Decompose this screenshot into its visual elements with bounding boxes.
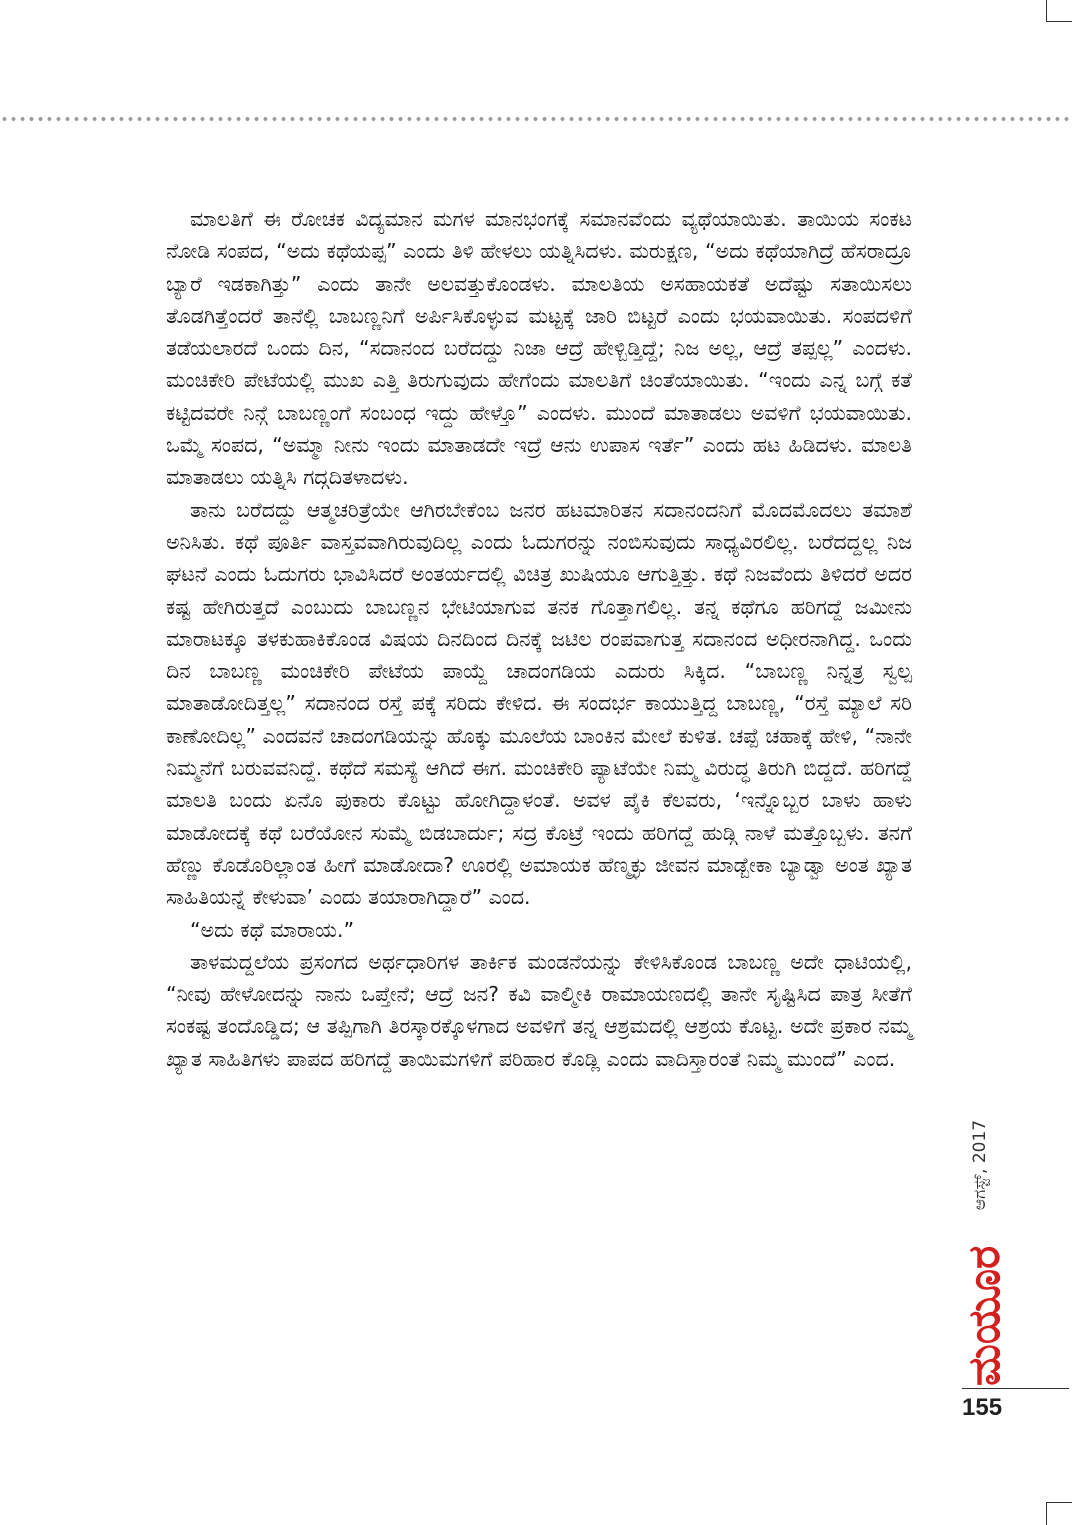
page-number: 155 xyxy=(962,1394,1003,1421)
page-number-rule xyxy=(962,1388,1069,1389)
article-body xyxy=(166,203,912,1075)
dotted-divider xyxy=(0,116,1072,122)
crop-mark-top xyxy=(1046,0,1072,22)
paragraph-1: ಮಾಲತಿಗೆ ಈ ರೋಚಕ ವಿದ್ಯಮಾನ ಮಗಳ ಮಾನಭಂಗಕ್ಕೆ ಸಮಾನವೆಂದು ವ್ಯಥೆಯಾಯಿತು. ತಾಯಿಯ ಸಂಕಟ ನೋಡಿ ಸಂಪದ, “ಅದು ಕಥೆಯಪ್ಪ” ಎಂದು ತಿಳಿ ಹೇಳಲು ಯತ್ನಿಸಿದಳು. ಮರುಕ್ಷಣ, “ಅದು ಕಥೆಯಾಗಿದ್ರೆ ಹೆಸರಾದ್ರೂ ಬ್ಯಾರೆ ಇಡಕಾಗಿತ್ತು” ಎಂದು ತಾನೇ ಅಲವತ್ತುಕೊಂಡಳು. ಮಾಲತಿಯ ಅಸಹಾಯಕತೆ ಅದೆಷ್ಟು ಸತಾಯಿಸಲು ತೊಡಗಿತ್ತೆಂದರೆ ತಾನೆಲ್ಲಿ ಬಾಬಣ್ಣನಿಗೆ ಅರ್ಪಿಸಿಕೊಳ್ಳುವ ಮಟ್ಟಕ್ಕೆ ಜಾರಿ ಬಿಟ್ಟರೆ ಎಂದು ಭಯವಾಯಿತು. ಸಂಪದಳಿಗೆ ತಡೆಯಲಾರದೆ ಒಂದು ದಿನ, “ಸದಾನಂದ ಬರೆದದ್ದು ನಿಜಾ ಆದ್ರೆ ಹೇಳ್ಬಿಡ್ತಿದ್ದೆ; ನಿಜ ಅಲ್ಲ, ಆದ್ರೆ ತಪ್ಪಲ್ಲ” ಎಂದಳು. ಮಂಚಿಕೇರಿ ಪೇಟೆಯಲ್ಲಿ ಮುಖ ಎತ್ತಿ ತಿರುಗುವುದು ಹೇಗೆಂದು ಮಾಲತಿಗೆ ಚಿಂತೆಯಾಯಿತು. “ಇಂದು ಎನ್ನ ಬಗ್ಗೆ ಕತೆ ಕಟ್ಟಿದವರೇ ನಿನ್ಗೆ ಬಾಬಣ್ಣಂಗೆ ಸಂಬಂಧ ಇದ್ದು ಹೇಳ್ತೊ” ಎಂದಳು. ಮುಂದೆ ಮಾತಾಡಲು ಅವಳಿಗೆ ಭಯವಾಯಿತು. ಒಮ್ಮೆ ಸಂಪದ, “ಅಮ್ಮಾ ನೀನು ಇಂದು ಮಾತಾಡದೇ ಇದ್ರೆ ಆನು ಉಪಾಸ ಇರ್ತೆ” ಎಂದು ಹಟ ಹಿಡಿದಳು. ಮಾಲತಿ ಮಾತಾಡಲು ಯತ್ನಿಸಿ ಗದ್ಗದಿತಳಾದಳು. xyxy=(166,207,912,490)
magazine-masthead: ಮಯೂರ xyxy=(959,1245,1010,1386)
issue-date: ಆಗಸ್ಟ್, 2017 xyxy=(970,1119,990,1211)
crop-mark-bottom xyxy=(1046,1502,1072,1525)
paragraph-4: ತಾಳಮದ್ದಲೆಯ ಪ್ರಸಂಗದ ಅರ್ಥಧಾರಿಗಳ ತಾರ್ಕಿಕ ಮಂಡನೆಯನ್ನು ಕೇಳಿಸಿಕೊಂಡ ಬಾಬಣ್ಣ ಅದೇ ಧಾಟಿಯಲ್ಲಿ, “ನೀವು ಹೇಳೋದನ್ನು ನಾನು ಒಪ್ತೇನೆ; ಆದ್ರೆ ಜನ? ಕವಿ ವಾಲ್ಮೀಕಿ ರಾಮಾಯಣದಲ್ಲಿ ತಾನೇ ಸೃಷ್ಟಿಸಿದ ಪಾತ್ರ ಸೀತೆಗೆ ಸಂಕಷ್ಟ ತಂದೊಡ್ಡಿದ; ಆ ತಪ್ಪಿಗಾಗಿ ತಿರಸ್ಕಾರಕ್ಕೊಳಗಾದ ಅವಳಿಗೆ ತನ್ನ ಆಶ್ರಮದಲ್ಲಿ ಆಶ್ರಯ ಕೊಟ್ಟ. ಅದೇ ಪ್ರಕಾರ ನಮ್ಮ ಖ್ಯಾತ ಸಾಹಿತಿಗಳು ಪಾಪದ ಹರಿಗದ್ದೆ ತಾಯಿಮಗಳಿಗೆ ಪರಿಹಾರ ಕೊಡ್ಲಿ ಎಂದು ವಾದಿಸ್ತಾರಂತೆ ನಿಮ್ಮ ಮುಂದೆ” ಎಂದ. xyxy=(166,949,912,1071)
paragraph-2: ತಾನು ಬರೆದದ್ದು ಆತ್ಮಚರಿತ್ರೆಯೇ ಆಗಿರಬೇಕೆಂಬ ಜನರ ಹಟಮಾರಿತನ ಸದಾನಂದನಿಗೆ ಮೊದಮೊದಲು ತಮಾಶೆ ಅನಿಸಿತು. ಕಥೆ ಪೂರ್ತಿ ವಾಸ್ತವವಾಗಿರುವುದಿಲ್ಲ ಎಂದು ಓದುಗರನ್ನು ನಂಬಿಸುವುದು ಸಾಧ್ಯವಿರಲಿಲ್ಲ. ಬರೆದದ್ದಲ್ಲ ನಿಜ ಘಟನೆ ಎಂದು ಓದುಗರು ಭಾವಿಸಿದರೆ ಅಂತರ್ಯದಲ್ಲಿ ವಿಚಿತ್ರ ಖುಷಿಯೂ ಆಗುತ್ತಿತ್ತು. ಕಥೆ ನಿಜವೆಂದು ತಿಳಿದರೆ ಅದರ ಕಷ್ಟ ಹೇಗಿರುತ್ತದೆ ಎಂಬುದು ಬಾಬಣ್ಣನ ಭೇಟಿಯಾಗುವ ತನಕ ಗೊತ್ತಾಗಲಿಲ್ಲ. ತನ್ನ ಕಥೆಗೂ ಹರಿಗದ್ದೆ ಜಮೀನು ಮಾರಾಟಕ್ಕೂ ತಳಕುಹಾಕಿಕೊಂಡ ವಿಷಯ ದಿನದಿಂದ ದಿನಕ್ಕೆ ಜಟಿಲ ರಂಪವಾಗುತ್ತ ಸದಾನಂದ ಅಧೀರನಾಗಿದ್ದ. ಒಂದು ದಿನ ಬಾಬಣ್ಣ ಮಂಚಿಕೇರಿ ಪೇಟೆಯ ಪಾಯ್ದೆ ಚಾದಂಗಡಿಯ ಎದುರು ಸಿಕ್ಕಿದ. “ಬಾಬಣ್ಣ ನಿನ್ನತ್ರ ಸ್ವಲ್ಪ ಮಾತಾಡೋದಿತ್ತಲ್ಲ” ಸದಾನಂದ ರಸ್ತೆ ಪಕ್ಕೆ ಸರಿದು ಕೇಳಿದ. ಈ ಸಂದರ್ಭ ಕಾಯುತ್ತಿದ್ದ ಬಾಬಣ್ಣ, “ರಸ್ತೆ ಮ್ಯಾಲೆ ಸರಿ ಕಾಣೋದಿಲ್ಲ” ಎಂದವನೆ ಚಾದಂಗಡಿಯನ್ನು ಹೊಕ್ಕು ಮೂಲೆಯ ಬಾಂಕಿನ ಮೇಲೆ ಕುಳಿತ. ಚಪ್ಪೆ ಚಹಾಕ್ಕೆ ಹೇಳಿ, “ನಾನೇ ನಿಮ್ಮನೆಗೆ ಬರುವವನಿದ್ದೆ. ಕಥೆದೆ ಸಮಸ್ಯೆ ಆಗಿದೆ ಈಗ. ಮಂಚಿಕೇರಿ ಪ್ಯಾಟೆಯೇ ನಿಮ್ಮ ವಿರುದ್ಧ ತಿರುಗಿ ಬಿದ್ದದೆ. ಹರಿಗದ್ದೆ ಮಾಲತಿ ಬಂದು ಏನೊ ಪುಕಾರು ಕೊಟ್ಟು ಹೋಗಿದ್ದಾಳಂತೆ. ಅವಳ ಪೈಕಿ ಕೆಲವರು, ‘ಇನ್ನೊಬ್ಬರ ಬಾಳು ಹಾಳು ಮಾಡೋದಕ್ಕೆ ಕಥೆ ಬರೆಯೋನ ಸುಮ್ಮೆ ಬಿಡಬಾರ್ದು; ಸದ್ರ ಕೊಟ್ರೆ ಇಂದು ಹರಿಗದ್ದೆ ಹುಡ್ಗಿ ನಾಳೆ ಮತ್ತೊಬ್ಬಳು. ತನಗೆ ಹೆಣ್ಣು ಕೊಡೊರಿಲ್ಲಾಂತ ಹೀಗೆ ಮಾಡೋದಾ? ಊರಲ್ಲಿ ಅಮಾಯಕ ಹೆಣ್ಮಕ್ಳು ಜೀವನ ಮಾಡ್ಬೇಕಾ ಬ್ಯಾಡ್ವಾ ಅಂತ ಖ್ಯಾತ ಸಾಹಿತಿಯನ್ನೆ ಕೇಳುವಾ’ ಎಂದು ತಯಾರಾಗಿದ್ದಾರೆ” ಎಂದ. xyxy=(166,497,912,910)
paragraph-3: “ಅದು ಕಥೆ ಮಾರಾಯ.” xyxy=(190,917,355,942)
